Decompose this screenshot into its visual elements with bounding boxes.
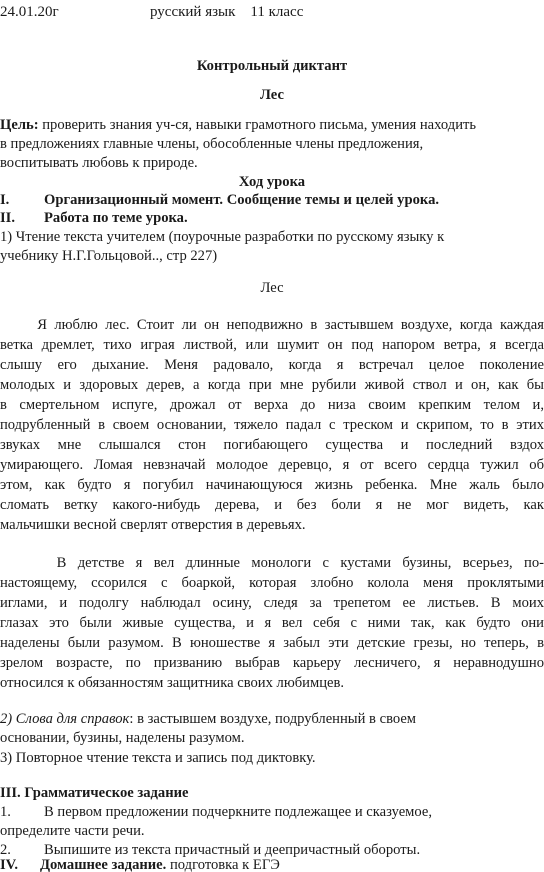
section-1 [0,191,439,211]
goal-line-2: в предложениях главные члены, обособленные члены предложения, [0,136,424,152]
header-grade: 11 класс [250,4,304,20]
section-1-num: I. [0,192,10,208]
paragraph1-line: ветка дремлет, тихо играя листвой, или шумит он под напором ветра, я всегда [0,337,544,353]
paragraph1-line: сломать ветку какого-нибудь дерева, и без боли я не мог видеть, как [0,497,544,513]
paragraph2-line: настоящему, ссорился с боаркой, которая злобно колола меня проклятыми [0,575,544,591]
header-subject-text: русский язык [150,4,236,20]
header-subject [150,3,303,23]
goal-line-3: воспитывать любовь к природе. [0,155,198,171]
step1-line-1: 1) Чтение текста учителем (поурочные разработки по русскому языку к [0,229,445,245]
paragraph1-line: мальчишки весной сверлят отверстия в деревьях. [0,517,306,533]
grammar-item-2-num: 2. [0,842,11,858]
step3-line: 3) Повторное чтение текста и запись под диктовку. [0,750,316,766]
paragraph1-line: слышу его дыхание. Меня радовало, когда я встречал целое поколение [0,357,544,373]
lesson-heading: Ход урока [238,174,306,190]
grammar-item-1-cont: определите части речи. [0,823,145,839]
paragraph2-line: иглами, и подолгу наблюдал осину, следя за трепетом ее листьев. В моих [0,595,544,611]
document-title: Контрольный диктант [196,58,348,74]
reference-label: 2) Слова для справок [0,711,130,727]
paragraph1-line: этом, как будто я погубил начинающуюся жизнь ребенка. Мне жаль было [0,477,544,493]
homework-label: Домашнее задание. [40,857,167,872]
section-2-num: II. [0,210,16,226]
header-date: 24.01.20г [0,4,59,20]
goal-line-1 [0,116,476,136]
homework-text: подготовка к ЕГЭ [166,857,280,872]
grammar-item-1 [0,803,432,823]
reference-line-2: основании, бузины, наделены разумом. [0,730,245,746]
paragraph2-line: глазах это были живые существа, и я вел себя с ними так, как будто они [0,615,544,631]
goal-label: Цель: [0,117,39,133]
paragraph1-line: в смертельном испуге, дрожал от верха до низа своим крепким телом и, [0,397,544,413]
section-2-text: Работа по теме урока. [44,210,188,226]
reference-line-1 [0,710,416,730]
grammar-heading: III. Грамматическое задание [0,785,189,801]
section-2 [0,209,188,229]
section-1-text: Организационный момент. Сообщение темы и целей урока. [44,192,440,208]
grammar-item-1-num: 1. [0,804,11,820]
paragraph1-line: подрубленный в своем основании, тяжело падал с треском и скрипом, то в этих [0,417,544,433]
paragraph2-line: относился к обязанностям защитника своих любимцев. [0,675,345,691]
paragraph1-line: молодых и здоровых дерев, а когда при мне рубили живой ствол и он, как бы [0,377,544,393]
reference-text-1: : в застывшем воздухе, подрубленный в своем [129,711,417,727]
paragraph1-line: умирающего. Ломая невзначай молодое деревцо, я от всего сердца тужил об [0,457,544,473]
goal-text-1: проверить знания уч-ся, навыки грамотного письма, умения находить [38,117,477,133]
homework-num: IV. [0,857,18,872]
grammar-item-1-text: В первом предложении подчеркните подлежащее и сказуемое, [44,804,433,820]
homework-line [0,856,280,872]
paragraph2-line: наделены были разумом. В юношестве я забыл эти детские грезы, но теперь, в [0,635,544,651]
text-title: Лес [260,280,284,296]
document-subtitle: Лес [260,87,284,103]
paragraph1-line: звуках мне слышался стон погибающего существа и последний вздох [0,437,544,453]
step1-line-2: учебнику Н.Г.Гольцовой.., стр 227) [0,248,218,264]
paragraph2-line: В детстве я вел длинные монологи с кустами бузины, всерьез, по- [0,555,544,571]
paragraph1-line: Я люблю лес. Стоит ли он неподвижно в застывшем воздухе, когда каждая [0,317,544,333]
paragraph2-line: зрелом возрасте, по призванию выбрав карьеру лесничего, я неравнодушно [0,655,544,671]
grammar-item-2-text: Выпишите из текста причастный и деепричастный обороты. [44,842,421,858]
